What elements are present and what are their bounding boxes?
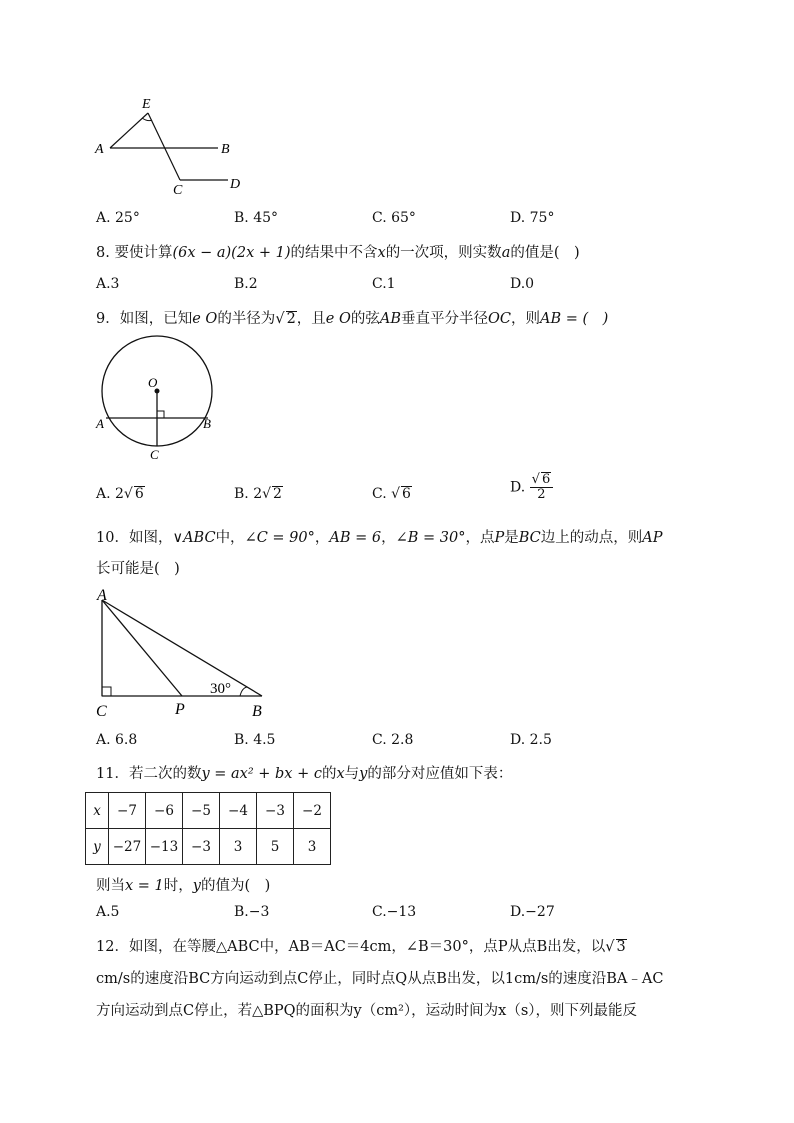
label-D: D xyxy=(230,177,241,192)
table-cell: 3 xyxy=(220,829,257,865)
table-cell: −27 xyxy=(109,829,146,865)
q12-question-line2: cm/s的速度沿BC方向运动到点C停止，同时点Q从点B出发，以1cm/s的速度沿BA﹣AC xyxy=(96,971,664,987)
table-cell: −3 xyxy=(257,793,294,829)
q7-option-d: D. 75° xyxy=(510,210,555,226)
label-A: A xyxy=(97,587,107,604)
q9-option-a: A. 2√ 6 xyxy=(96,486,144,502)
q12-question-line3: 方向运动到点C停止，若△BPQ的面积为y（cm²），运动时间为x（s），则下列最能反 xyxy=(96,1003,638,1019)
q9-option-d: D. $\frac{√ 6}{2}$ xyxy=(510,472,553,503)
table-cell: 5 xyxy=(257,829,294,865)
q9-circle-figure xyxy=(90,330,230,470)
q11-option-b: B.−3 xyxy=(234,904,270,920)
label-C: C xyxy=(150,447,159,462)
table-row xyxy=(86,829,331,865)
q10-question-line1: 10．如图，∨ABC中，∠C = 90°，AB = 6，∠B = 30°，点P是BC边上的动点，则AP xyxy=(96,530,663,546)
q10-question-line2: 长可能是( ) xyxy=(96,561,180,577)
table-cell: −7 xyxy=(109,793,146,829)
q8-option-d: D.0 xyxy=(510,276,535,292)
table-cell: −4 xyxy=(220,793,257,829)
q8-expression: (6x − a)(2x + 1) xyxy=(172,245,291,261)
label-E: E xyxy=(142,97,151,112)
q10-option-a: A. 6.8 xyxy=(96,732,138,748)
q7-option-c: C. 65° xyxy=(372,210,416,226)
q11-option-d: D.−27 xyxy=(510,904,555,920)
y-header: y xyxy=(86,829,109,865)
q10-option-c: C. 2.8 xyxy=(372,732,414,748)
x-header: x xyxy=(86,793,109,829)
label-A: A xyxy=(96,416,104,431)
q10-number: 10． xyxy=(96,530,129,546)
label-C: C xyxy=(96,703,107,720)
q10-option-b: B. 4.5 xyxy=(234,732,276,748)
q10-option-d: D. 2.5 xyxy=(510,732,552,748)
q8-option-c: C.1 xyxy=(372,276,396,292)
label-O: O xyxy=(148,375,158,390)
label-B: B xyxy=(252,703,262,720)
q8-question: 8. 要使计算(6x − a)(2x + 1)的结果中不含x的一次项，则实数a的值是( ) xyxy=(96,245,580,261)
q11-option-c: C.−13 xyxy=(372,904,417,920)
q8-number: 8. xyxy=(96,245,110,261)
q7-option-a: A. 25° xyxy=(96,210,140,226)
q11-number: 11． xyxy=(96,766,129,782)
table-cell: 3 xyxy=(294,829,331,865)
table-row xyxy=(86,793,331,829)
table-cell: −13 xyxy=(146,829,183,865)
q9-option-b: B. 2√ 2 xyxy=(234,486,282,502)
q7-figure xyxy=(88,92,258,202)
label-A: A xyxy=(95,142,104,157)
label-P: P xyxy=(175,701,185,718)
q12-question-line1: 12．如图，在等腰△ABC中，AB＝AC＝4cm，∠B＝30°，点P从点B出发，以√ 3 xyxy=(96,939,626,955)
q11-followup: 则当x = 1时，y的值为( ) xyxy=(96,878,271,894)
q7-option-b: B. 45° xyxy=(234,210,279,226)
label-B: B xyxy=(203,416,211,431)
q8-option-a: A.3 xyxy=(96,276,120,292)
q11-question: 11．若二次的数y = ax² + bx + c的x与y的部分对应值如下表： xyxy=(96,766,513,782)
table-cell: −2 xyxy=(294,793,331,829)
q10-triangle-figure xyxy=(92,586,277,721)
q8-option-b: B.2 xyxy=(234,276,258,292)
label-B: B xyxy=(221,142,230,157)
q11-value-table xyxy=(85,792,331,865)
q9-question: 9．如图，已知e O的半径为√ 2，且e O的弦AB垂直平分半径OC，则AB = ( ) xyxy=(96,311,609,327)
q9-option-c: C. √ 6 xyxy=(372,486,411,502)
table-cell: −3 xyxy=(183,829,220,865)
table-cell: −6 xyxy=(146,793,183,829)
label-C: C xyxy=(173,183,183,198)
angle-label: 30° xyxy=(210,681,231,697)
q9-number: 9． xyxy=(96,311,120,327)
q11-option-a: A.5 xyxy=(96,904,120,920)
table-cell: −5 xyxy=(183,793,220,829)
